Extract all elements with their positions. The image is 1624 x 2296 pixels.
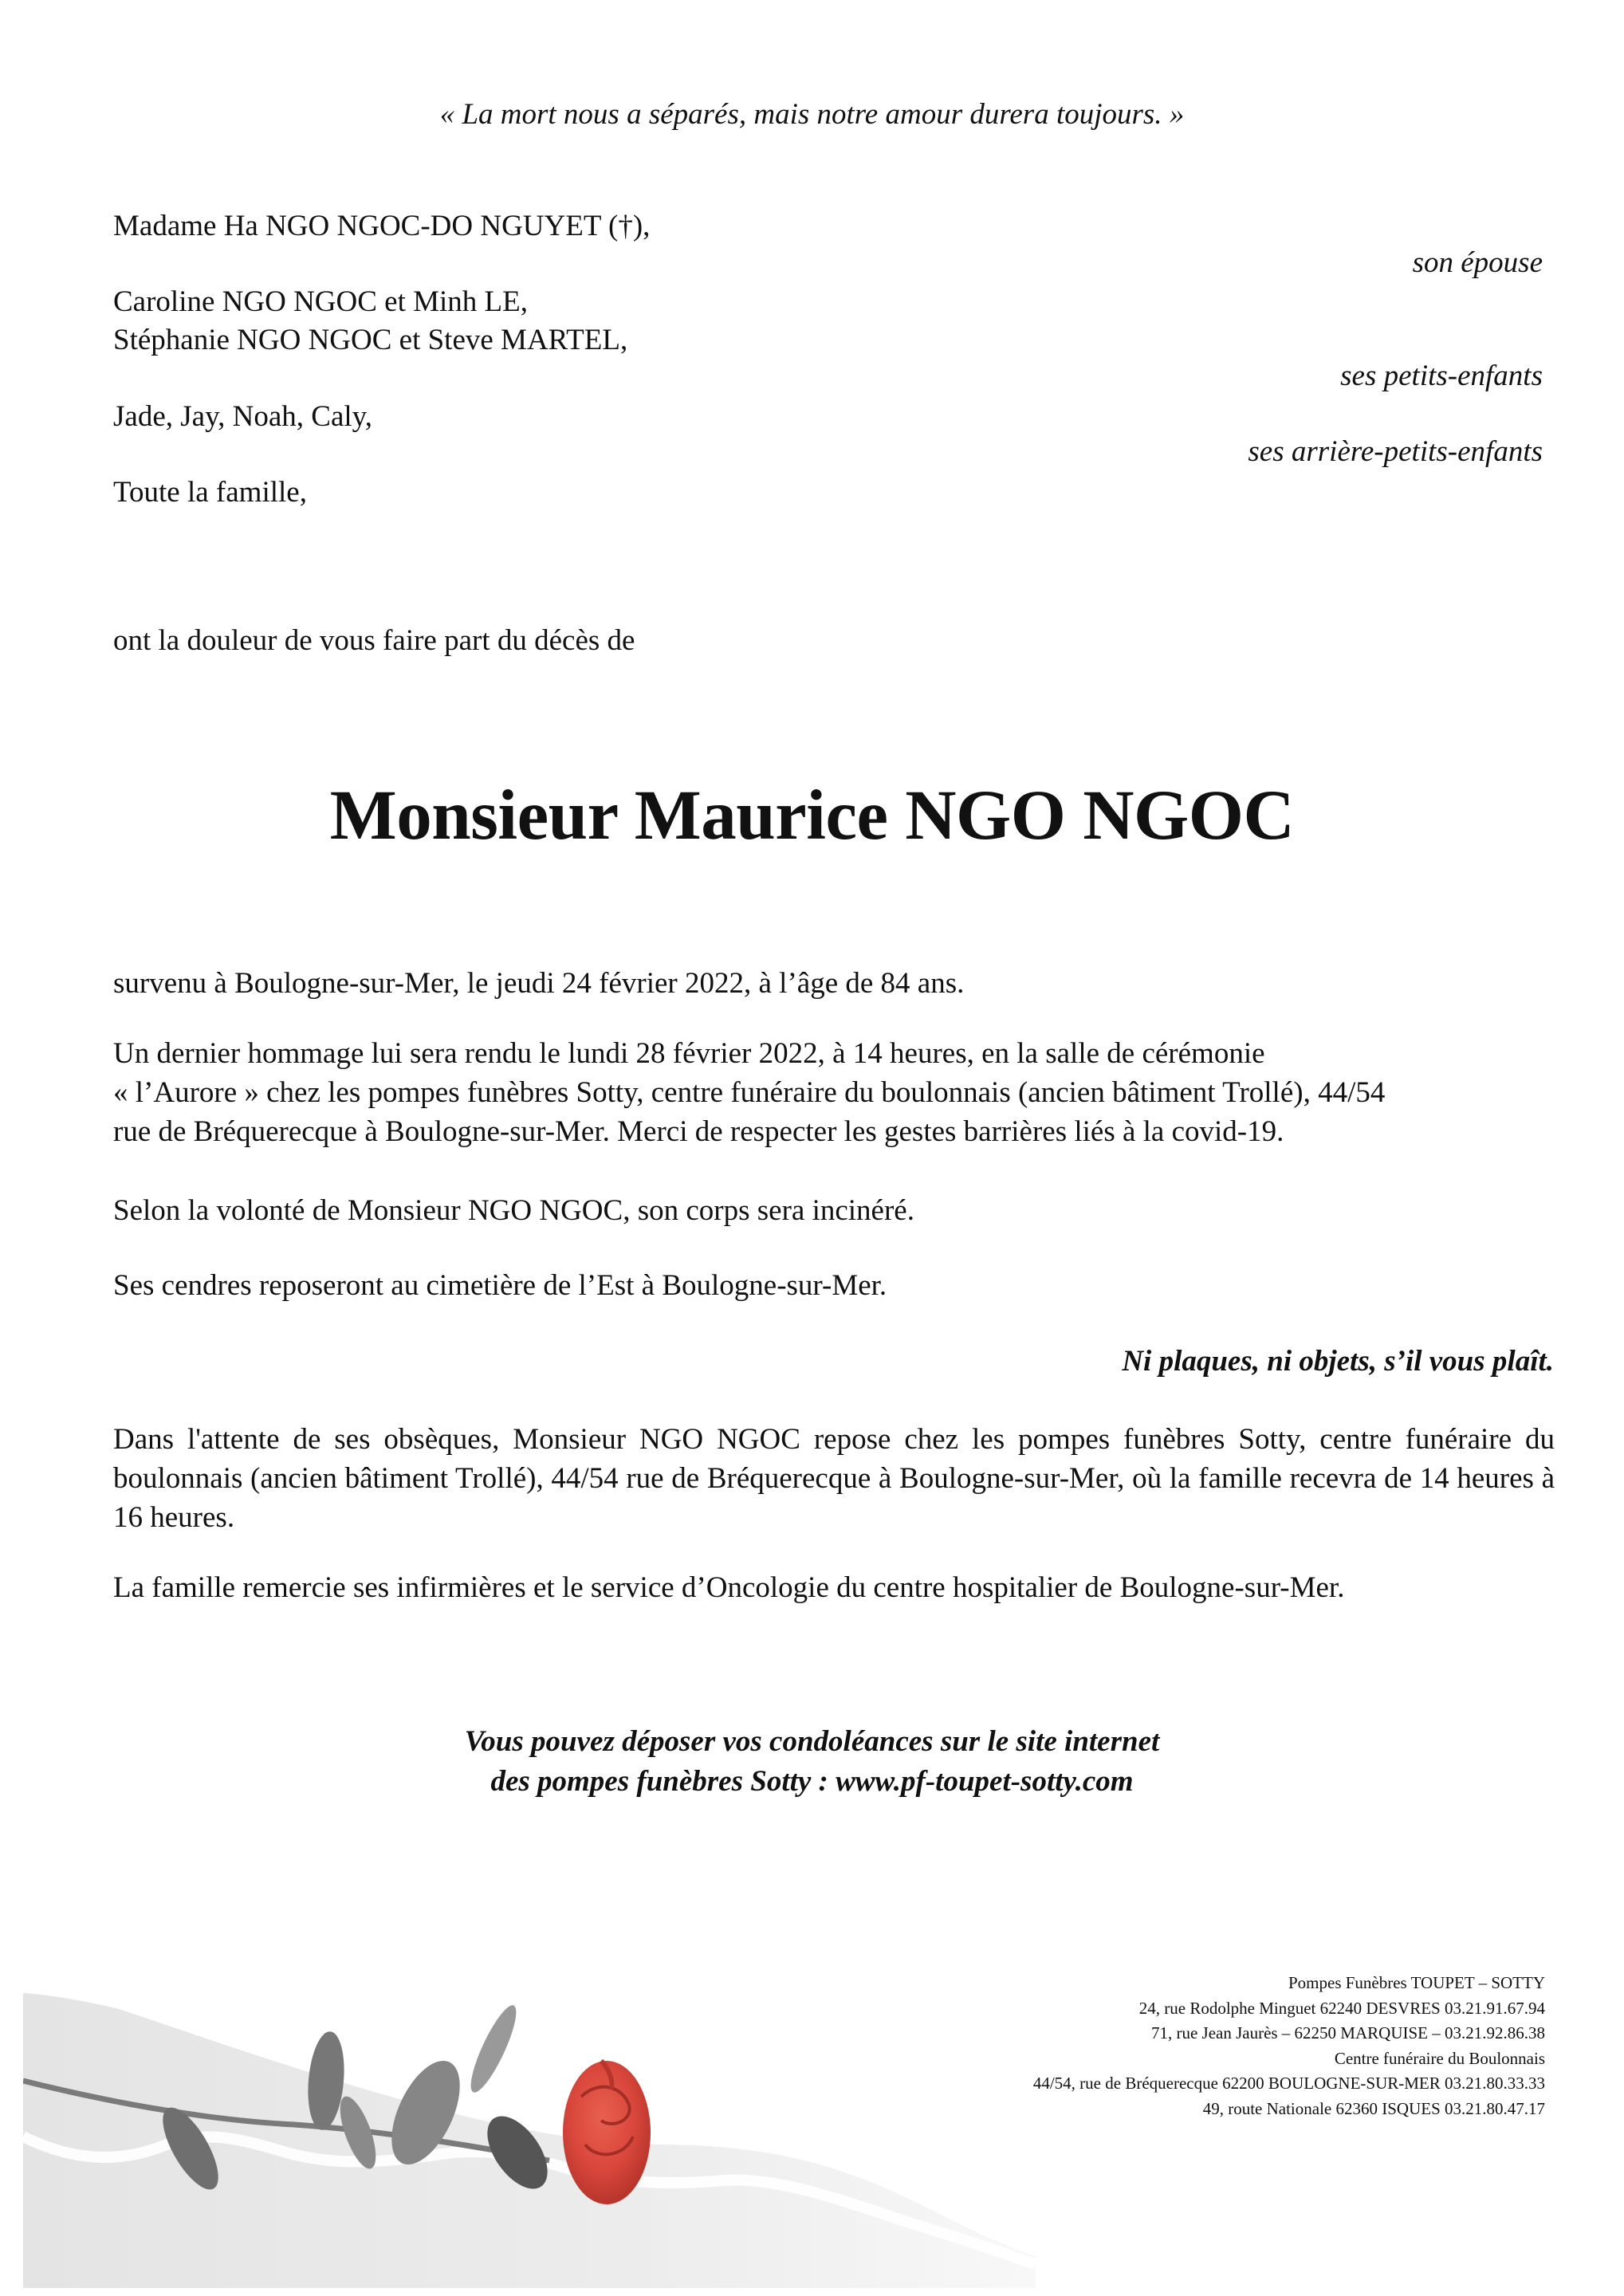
family-line-grandchildren: Jade, Jay, Noah, Caly, [113, 400, 373, 433]
rose-icon [563, 2061, 651, 2204]
ceremony-line-1: Un dernier hommage lui sera rendu le lundi 28 février 2022, à 14 heures, en la salle de cérémonie [113, 1037, 1265, 1070]
relation-spouse: son épouse [1412, 246, 1543, 279]
footer-address-isques: 49, route Nationale 62360 ISQUES 03.21.80.47.17 [1202, 2098, 1545, 2118]
condolences-line-2: des pompes funèbres Sotty : www.pf-toupet-sotty.com [490, 1765, 1134, 1798]
announcement-line: ont la douleur de vous faire part du décès de [113, 624, 635, 657]
condolences-line-1: Vous pouvez déposer vos condoléances sur le site internet [464, 1725, 1160, 1758]
family-line-child-1: Caroline NGO NGOC et Minh LE, [113, 285, 528, 318]
footer-company-name: Pompes Funèbres TOUPET – SOTTY [1288, 1973, 1545, 1992]
relation-great-grandchildren: ses arrière-petits-enfants [1248, 435, 1543, 468]
footer-centre-name: Centre funéraire du Boulonnais [1334, 2048, 1545, 2068]
ashes-paragraph: Ses cendres reposeront au cimetière de l’Est à Boulogne-sur-Mer. [113, 1269, 887, 1302]
ceremony-line-3: rue de Bréquerecque à Boulogne-sur-Mer. Merci de respecter les gestes barrières liés à la covid-19. [113, 1115, 1284, 1148]
thanks-paragraph: La famille remercie ses infirmières et le service d’Oncologie du centre hospitalier de Boulogne-sur-Mer. [113, 1571, 1345, 1604]
rose-on-sand-image [23, 1993, 1036, 2288]
funeral-home-contact-block [1033, 1971, 1545, 2121]
footer-address-boulogne: 44/54, rue de Bréquerecque 62200 BOULOGNE-SUR-MER 03.21.80.33.33 [1032, 2074, 1545, 2093]
family-line-child-2: Stéphanie NGO NGOC et Steve MARTEL, [113, 324, 628, 356]
no-plaques-notice: Ni plaques, ni objets, s’il vous plaît. [1122, 1345, 1554, 1378]
cremation-paragraph: Selon la volonté de Monsieur NGO NGOC, son corps sera incinéré. [113, 1194, 914, 1227]
death-paragraph: survenu à Boulogne-sur-Mer, le jeudi 24 février 2022, à l’âge de 84 ans. [113, 967, 965, 1000]
family-line-spouse: Madame Ha NGO NGOC-DO NGUYET (†), [113, 210, 651, 242]
deceased-name-heading: Monsieur Maurice NGO NGOC [329, 776, 1295, 855]
footer-address-marquise: 71, rue Jean Jaurès – 62250 MARQUISE – 03.21.92.86.38 [1150, 2023, 1545, 2042]
family-line-all-family: Toute la famille, [113, 476, 307, 509]
epigraph-quote: « La mort nous a séparés, mais notre amour durera toujours. » [439, 98, 1185, 131]
footer-address-desvres: 24, rue Rodolphe Minguet 62240 DESVRES 03.21.91.67.94 [1138, 1998, 1545, 2018]
ceremony-line-2: « l’Aurore » chez les pompes funèbres Sotty, centre funéraire du boulonnais (ancien bâtiment Trollé), 44/54 [113, 1076, 1386, 1109]
relation-grandchildren: ses petits-enfants [1340, 360, 1543, 392]
resting-paragraph: Dans l'attente de ses obsèques, Monsieur NGO NGOC repose chez les pompes funèbres Sotty, centre funéraire du boulonnais (ancien bâtiment Trollé), 44/54 rue de Bréquerecque à Boulogne-sur-Mer, où la famille recevra de 14 heures à 16 heures. [113, 1423, 1555, 1534]
